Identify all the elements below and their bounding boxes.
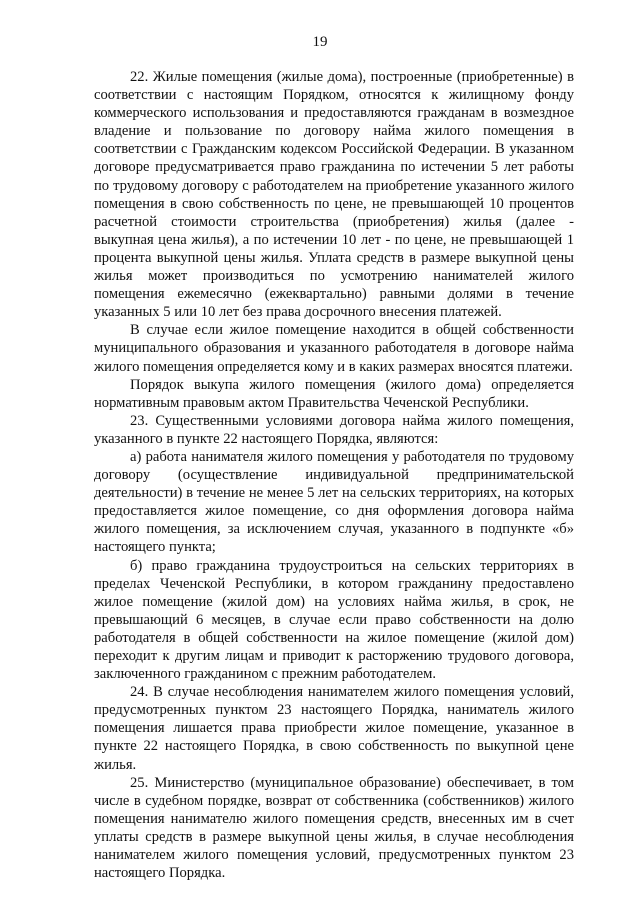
document-body xyxy=(94,68,574,882)
paragraph-22: 22. Жилые помещения (жилые дома), построенные (приобретенные) в соответствии с настоящим Порядком, относятся к жилищному фонду коммерческого использования и предоставляются гражданам в возмездное владение и пользование по договору найма жилого помещения в соответствии с Гражданским кодексом Российской Федерации. В указанном договоре предусматривается право гражданина по истечении 5 лет работы по трудовому договору с работодателем на приобретение указанного жилого помещения в свою собственность по цене, не превышающей 10 процентов расчетной стоимости строительства (приобретения) жилья (далее - выкупная цена жилья), а по истечении 10 лет - по цене, не превышающей 1 процента выкупной цены жилья. Уплата средств в размере выкупной цены жилья может производиться по усмотрению нанимателей жилого помещения ежемесячно (ежеквартально) равными долями в течение указанных 5 или 10 лет без права досрочного внесения платежей. xyxy=(94,69,574,321)
paragraph-buyout-procedure: Порядок выкупа жилого помещения (жилого дома) определяется нормативным правовым актом Правительства Чеченской Республики. xyxy=(94,376,574,411)
page-number: 19 xyxy=(312,34,328,50)
paragraph-24: 24. В случае несоблюдения нанимателем жилого помещения условий, предусмотренных пунктом 23 настоящего Порядка, наниматель жилого помещения лишается права приобрести жилое помещение, указанное в пункте 22 настоящего Порядка, в свою собственность по выкупной цене жилья. xyxy=(94,684,574,773)
paragraph-joint-ownership: В случае если жилое помещение находится в общей собственности муниципального образования и указанного работодателя в договоре найма жилого помещения определяется кому и в каких размерах вносятся платежи. xyxy=(94,322,574,375)
paragraph-25: 25. Министерство (муниципальное образование) обеспечивает, в том числе в судебном порядке, возврат от собственника (собственников) жилого помещения нанимателю жилого помещения средств, внесенных им в счет уплаты средств в размере выкупной цены жилья, в случае несоблюдения нанимателем жилого помещения условий, предусмотренных пунктом 23 настоящего Порядка. xyxy=(94,774,574,882)
paragraph-23-a: а) работа нанимателя жилого помещения у работодателя по трудовому договору (осуществление индивидуальной предпринимательской деятельности) в течение не менее 5 лет на сельских территориях, на которых предоставляется жилое помещение, со дня оформления договора найма жилого помещения, за исключением случая, указанного в подпункте «б» настоящего пункта; xyxy=(94,448,574,556)
paragraph-23: 23. Существенными условиями договора найма жилого помещения, указанного в пункте 22 настоящего Порядка, являются: xyxy=(94,412,574,447)
paragraph-23-b: б) право гражданина трудоустроиться на сельских территориях в пределах Чеченской Республики, в котором гражданину предоставлено жилое помещение (жилой дом) на условиях найма жилья, в срок, не превышающий 6 месяцев, в случае если право собственности на долю работодателя в общей собственности на жилое помещение (жилой дом) переходит к другим лицам и приводит к расторжению трудового договора, заключенного гражданином с прежним работодателем. xyxy=(94,557,574,683)
